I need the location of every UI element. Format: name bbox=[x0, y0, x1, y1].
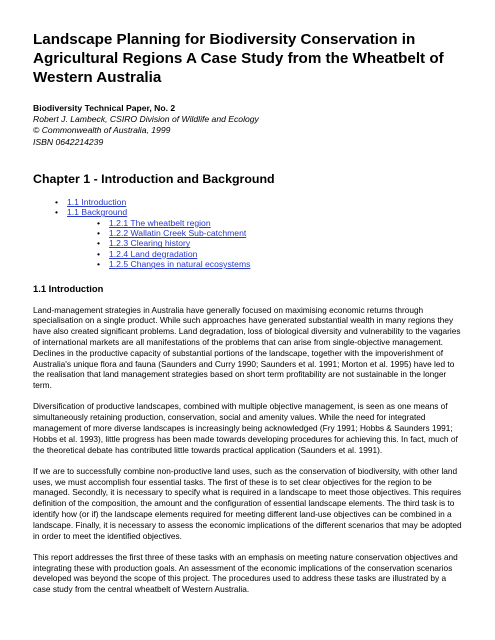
toc-link-clearing-history[interactable]: 1.2.3 Clearing history bbox=[109, 238, 191, 249]
toc-link-wallatin-creek[interactable]: 1.2.2 Wallatin Creek Sub-catchment bbox=[109, 228, 247, 239]
author-line: Robert J. Lambeck, CSIRO Division of Wildlife and Ecology bbox=[33, 114, 259, 125]
toc-link-wheatbelt-region[interactable]: 1.2.1 The wheatbelt region bbox=[109, 217, 211, 228]
copyright-line: © Commonwealth of Australia, 1999 bbox=[33, 125, 171, 136]
section-title: 1.1 Introduction bbox=[33, 282, 104, 294]
toc-subitem bbox=[109, 228, 462, 238]
toc-item bbox=[67, 207, 462, 269]
paragraph: If we are to successfully combine non-productive land uses, such as the conservation of biodiversity, with other land uses, we must accomplish four essential tasks. The first of these is to set clear objectives for the region to be managed. Secondly, it is necessary to specify what is required in a landscape to meet those objectives. This requires definition of the composition, the amount and the configuration of essential landscape elements. The third task is to identify how (or if) the landscape elements required for meeting different land-use objectives can be combined in a landscape. Finally, it is necessary to assess the economic implications of the different scenarios that may be adopted in order to meet the identified objectives. bbox=[33, 465, 462, 541]
document-meta bbox=[33, 103, 462, 148]
toc-link-land-degradation[interactable]: 1.2.4 Land degradation bbox=[109, 248, 198, 259]
toc-link-natural-ecosystems[interactable]: 1.2.5 Changes in natural ecosystems bbox=[109, 259, 251, 270]
toc-subitem bbox=[109, 259, 462, 269]
isbn-line: ISBN 0642214239 bbox=[33, 136, 104, 147]
chapter-title: Chapter 1 - Introduction and Background bbox=[33, 171, 275, 186]
paper-series: Biodiversity Technical Paper, No. 2 bbox=[33, 103, 176, 113]
toc-subitem bbox=[109, 238, 462, 248]
table-of-contents bbox=[33, 197, 462, 270]
toc-item bbox=[67, 197, 462, 207]
toc-subitem bbox=[109, 218, 462, 228]
document-title: Landscape Planning for Biodiversity Conservation in Agricultural Regions A Case Study from the Wheatbelt of Western Australia bbox=[33, 31, 444, 86]
toc-link-background[interactable]: 1.1 Background bbox=[67, 207, 128, 218]
toc-subitem bbox=[109, 249, 462, 259]
toc-sublist bbox=[67, 218, 462, 270]
paragraph: Diversification of productive landscapes, combined with multiple objective management, is seen as one means of simultaneously retaining production, conservation, social and amenity values. While the need for integrated management of more diverse landscapes is increasingly being acknowledged (Fry 1991; Hobbs & Saunders 1991; Hobbs et al. 1993), little progress has been made towards developing procedures for achieving this. In fact, much of the theoretical debate has contributed little towards practical application (Saunders et al. 1991). bbox=[33, 401, 458, 455]
toc-link-introduction[interactable]: 1.1 Introduction bbox=[67, 196, 127, 207]
paragraph: Land-management strategies in Australia have generally focused on maximising economic returns through specialisation on a single product. While such approaches have generated substantial wealth in many regions they have also created significant problems. Land degradation, loss of biological diversity and vulnerability to the vagaries of international markets are all manifestations of the problems that can arise from single-objective management. Declines in the productive capacity of substantial portions of the landscape, together with the impoverishment of Australia's unique flora and fauna (Saunders and Curry 1990; Saunders et al. 1991; Morton et al. 1995) have led to the realisation that land management strategies based on short term profitability are not sustainable in the longer term. bbox=[33, 304, 461, 391]
paragraph: This report addresses the first three of these tasks with an emphasis on meeting nature conservation objectives and integrating these with production goals. An assessment of the economic implications of the conservation scenarios developed was beyond the scope of this project. The procedures used to address these tasks are illustrated by a case study from the central wheatbelt of Western Australia. bbox=[33, 551, 458, 595]
